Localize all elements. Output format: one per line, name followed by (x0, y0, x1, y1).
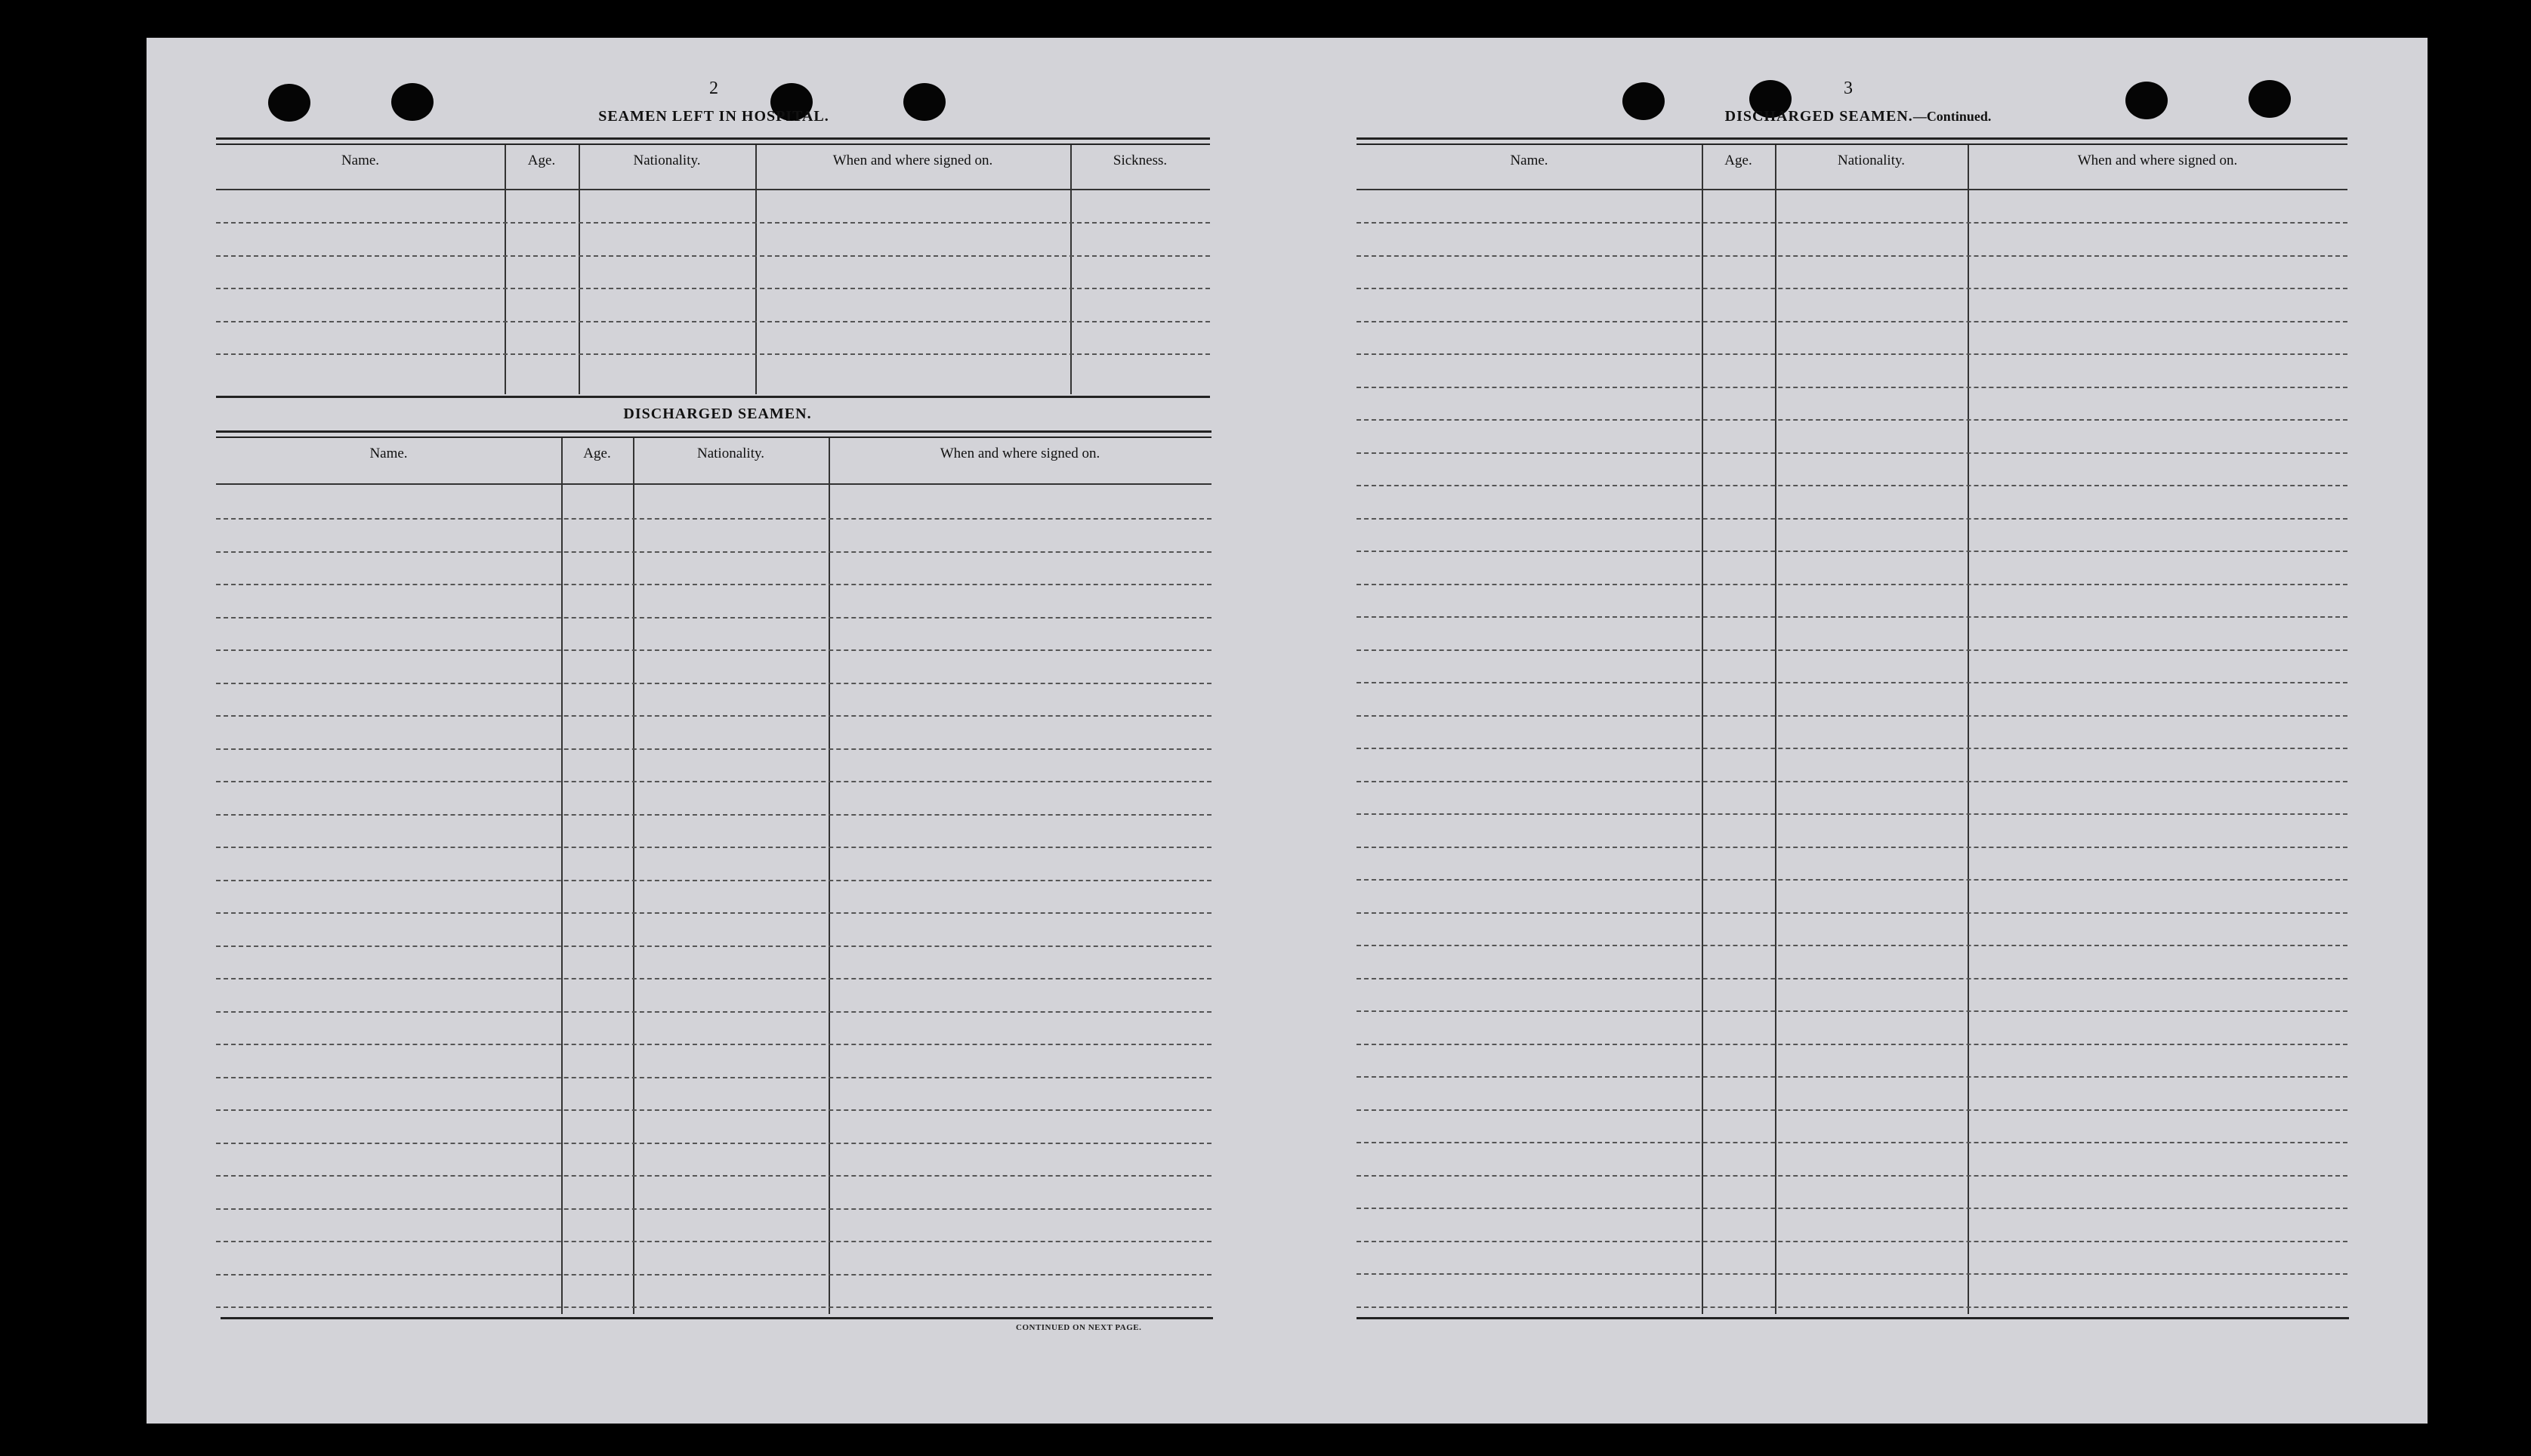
bottom-rule (1357, 1317, 2349, 1319)
column-header: Name. (1510, 153, 1548, 168)
row-line (216, 1208, 1211, 1210)
row-line (1357, 616, 2347, 618)
row-line (216, 255, 1210, 257)
column-header: Nationality. (1838, 153, 1905, 168)
section-title-discharged: DISCHARGED SEAMEN. (623, 406, 812, 422)
row-line (216, 584, 1211, 585)
double-rule (1357, 137, 2347, 145)
continued-note: CONTINUED ON NEXT PAGE. (1016, 1323, 1142, 1332)
row-line (1357, 912, 2347, 914)
row-line (1357, 288, 2347, 289)
column-divider (561, 438, 563, 1314)
row-line (1357, 222, 2347, 224)
column-divider (1070, 145, 1072, 394)
double-rule (216, 137, 1210, 145)
column-header: When and where signed on. (940, 446, 1100, 461)
bottom-rule (221, 1317, 1213, 1319)
row-line (216, 748, 1211, 750)
row-line (1357, 748, 2347, 749)
double-rule (216, 430, 1211, 438)
row-line (216, 1175, 1211, 1177)
row-line (216, 288, 1210, 289)
row-line (216, 617, 1211, 618)
row-line (1357, 1306, 2347, 1308)
row-line (1357, 649, 2347, 651)
page-number: 2 (709, 79, 718, 98)
row-line (216, 781, 1211, 782)
row-line (1357, 1076, 2347, 1078)
column-header: Name. (369, 446, 408, 461)
row-line (1357, 1142, 2347, 1143)
row-line (216, 683, 1211, 684)
row-line (1357, 945, 2347, 946)
header-rule (1357, 189, 2347, 190)
row-line (216, 353, 1210, 355)
row-line (1357, 1273, 2347, 1275)
row-line (1357, 1241, 2347, 1242)
row-line (216, 649, 1211, 651)
row-line (1357, 1175, 2347, 1177)
column-divider (505, 145, 506, 394)
row-line (216, 912, 1211, 914)
row-line (216, 1274, 1211, 1276)
column-header: Age. (527, 153, 556, 168)
column-header: Nationality. (633, 153, 701, 168)
column-divider (755, 145, 757, 394)
row-line (1357, 1208, 2347, 1209)
section-rule (216, 396, 1210, 398)
punch-hole (2249, 80, 2291, 118)
row-line (1357, 1044, 2347, 1045)
row-line (1357, 781, 2347, 782)
row-line (1357, 978, 2347, 979)
punch-hole (903, 83, 946, 121)
row-line (216, 222, 1210, 224)
row-line (1357, 879, 2347, 881)
row-line (216, 1306, 1211, 1308)
row-line (216, 1109, 1211, 1111)
row-line (216, 945, 1211, 947)
row-line (1357, 682, 2347, 683)
row-line (1357, 551, 2347, 552)
punch-hole (391, 83, 434, 121)
row-line (1357, 321, 2347, 322)
punch-hole (2125, 82, 2168, 119)
row-line (216, 518, 1211, 520)
title-suffix: —Continued. (1912, 109, 1992, 124)
punch-hole (268, 84, 310, 122)
column-header: Name. (341, 153, 380, 168)
row-line (216, 715, 1211, 717)
row-line (216, 978, 1211, 979)
column-header: When and where signed on. (2077, 153, 2238, 168)
row-line (216, 880, 1211, 881)
row-line (1357, 353, 2347, 355)
row-line (1357, 584, 2347, 585)
row-line (216, 847, 1211, 848)
row-line (1357, 255, 2347, 257)
row-line (1357, 452, 2347, 454)
column-divider (633, 438, 634, 1314)
column-divider (579, 145, 580, 394)
column-divider (829, 438, 830, 1314)
row-line (216, 1011, 1211, 1013)
row-line (216, 551, 1211, 553)
column-header: When and where signed on. (832, 153, 993, 168)
row-line (1357, 1010, 2347, 1012)
column-header: Age. (1724, 153, 1752, 168)
row-line (1357, 813, 2347, 815)
row-line (216, 1241, 1211, 1242)
row-line (216, 1143, 1211, 1144)
column-header: Age. (583, 446, 611, 461)
row-line (216, 814, 1211, 816)
row-line (1357, 715, 2347, 717)
section-title-hospital: SEAMEN LEFT IN HOSPITAL. (598, 108, 829, 125)
row-line (1357, 387, 2347, 388)
document-sheet (147, 38, 2428, 1424)
column-header: Sickness. (1113, 153, 1168, 168)
column-header: Nationality. (697, 446, 764, 461)
title-text: DISCHARGED SEAMEN. (1724, 108, 1913, 125)
row-line (1357, 485, 2347, 486)
page-number: 3 (1844, 79, 1853, 98)
row-line (1357, 847, 2347, 848)
row-line (216, 1044, 1211, 1045)
header-rule (216, 483, 1211, 485)
row-line (1357, 518, 2347, 520)
row-line (216, 1077, 1211, 1078)
section-title-discharged-continued (1662, 108, 2054, 125)
row-line (216, 321, 1210, 322)
punch-hole (1622, 82, 1665, 120)
row-line (1357, 1109, 2347, 1111)
row-line (1357, 419, 2347, 421)
header-rule (216, 189, 1210, 190)
